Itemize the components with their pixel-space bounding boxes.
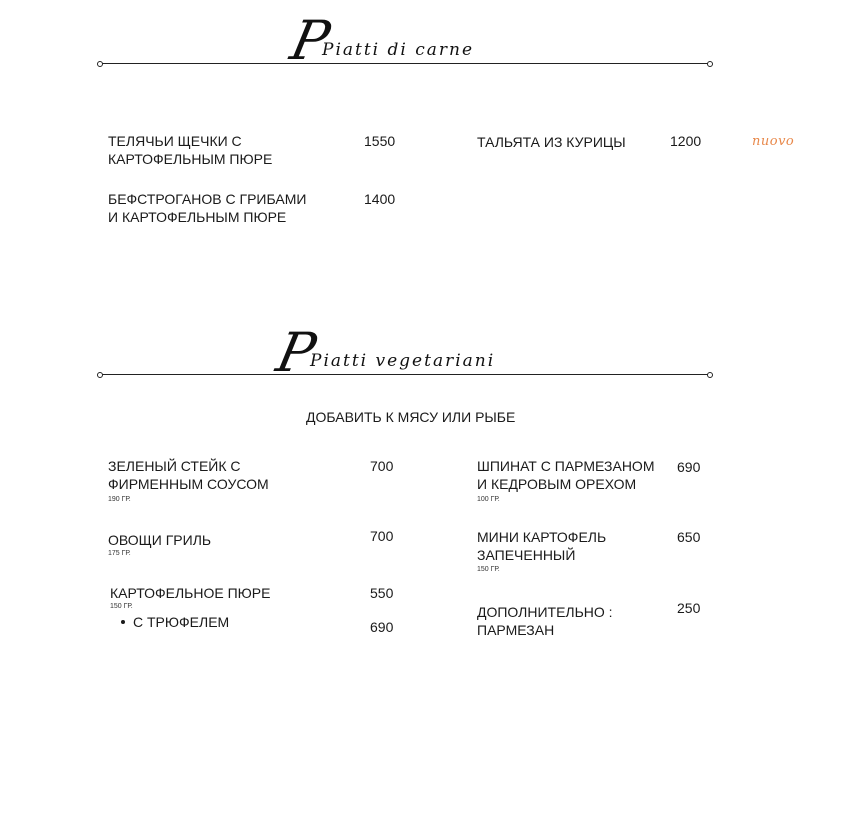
rule-end-right	[707, 61, 713, 67]
menu-item-name: БЕФСТРОГАНОВ С ГРИБАМИ И КАРТОФЕЛЬНЫМ ПЮРЕ	[108, 191, 307, 225]
menu-item-weight: 100 ГР.	[477, 496, 500, 503]
section-subtitle: ДОБАВИТЬ К МЯСУ ИЛИ РЫБЕ	[306, 409, 516, 425]
section-title-meat: Piatti di carne	[322, 40, 475, 60]
menu-item-price: 700	[370, 458, 394, 474]
menu-item-name: ЗЕЛЕНЫЙ СТЕЙК С ФИРМЕННЫМ СОУСОМ	[108, 458, 269, 492]
menu-item-name: МИНИ КАРТОФЕЛЬ ЗАПЕЧЕННЫЙ	[477, 529, 607, 563]
menu-item-option-price: 690	[370, 619, 394, 635]
menu-item-price: 1200	[670, 133, 702, 149]
menu-item-price: 650	[677, 529, 701, 545]
menu-item-weight: 150 ГР.	[477, 566, 500, 573]
menu-item-weight: 190 ГР.	[108, 496, 131, 503]
menu-item-name: ШПИНАТ С ПАРМЕЗАНОМ И КЕДРОВЫМ ОРЕХОМ	[477, 458, 655, 492]
menu-item-name: ОВОЩИ ГРИЛЬ	[108, 532, 212, 548]
menu-item-name: ТЕЛЯЧЬИ ЩЕЧКИ С КАРТОФЕЛЬНЫМ ПЮРЕ	[108, 133, 273, 167]
new-badge: nuovo	[752, 134, 795, 149]
menu-item-weight: 175 ГР.	[108, 550, 131, 557]
section-rule	[102, 63, 708, 64]
menu-item-option: С ТРЮФЕЛЕМ	[133, 614, 230, 630]
menu-item-price: 700	[370, 528, 394, 544]
menu-item-price: 250	[677, 600, 701, 616]
title-decorative-initial: P	[285, 9, 336, 72]
menu-item-weight: 150 ГР.	[110, 603, 133, 610]
menu-item-price: 1550	[364, 133, 396, 149]
rule-end-left	[97, 61, 103, 67]
menu-item-price: 690	[677, 459, 701, 475]
menu-item-price: 1400	[364, 191, 396, 207]
title-decorative-initial: P	[271, 321, 322, 384]
menu-item-price: 550	[370, 585, 394, 601]
menu-item-name: ДОПОЛНИТЕЛЬНО : ПАРМЕЗАН	[477, 604, 613, 638]
section-rule	[102, 374, 708, 375]
rule-end-left	[97, 372, 103, 378]
menu-item-name: КАРТОФЕЛЬНОЕ ПЮРЕ	[110, 585, 271, 601]
menu-item-name: ТАЛЬЯТА ИЗ КУРИЦЫ	[477, 134, 626, 150]
rule-end-right	[707, 372, 713, 378]
section-title-vegetarian: Piatti vegetariani	[310, 351, 496, 371]
